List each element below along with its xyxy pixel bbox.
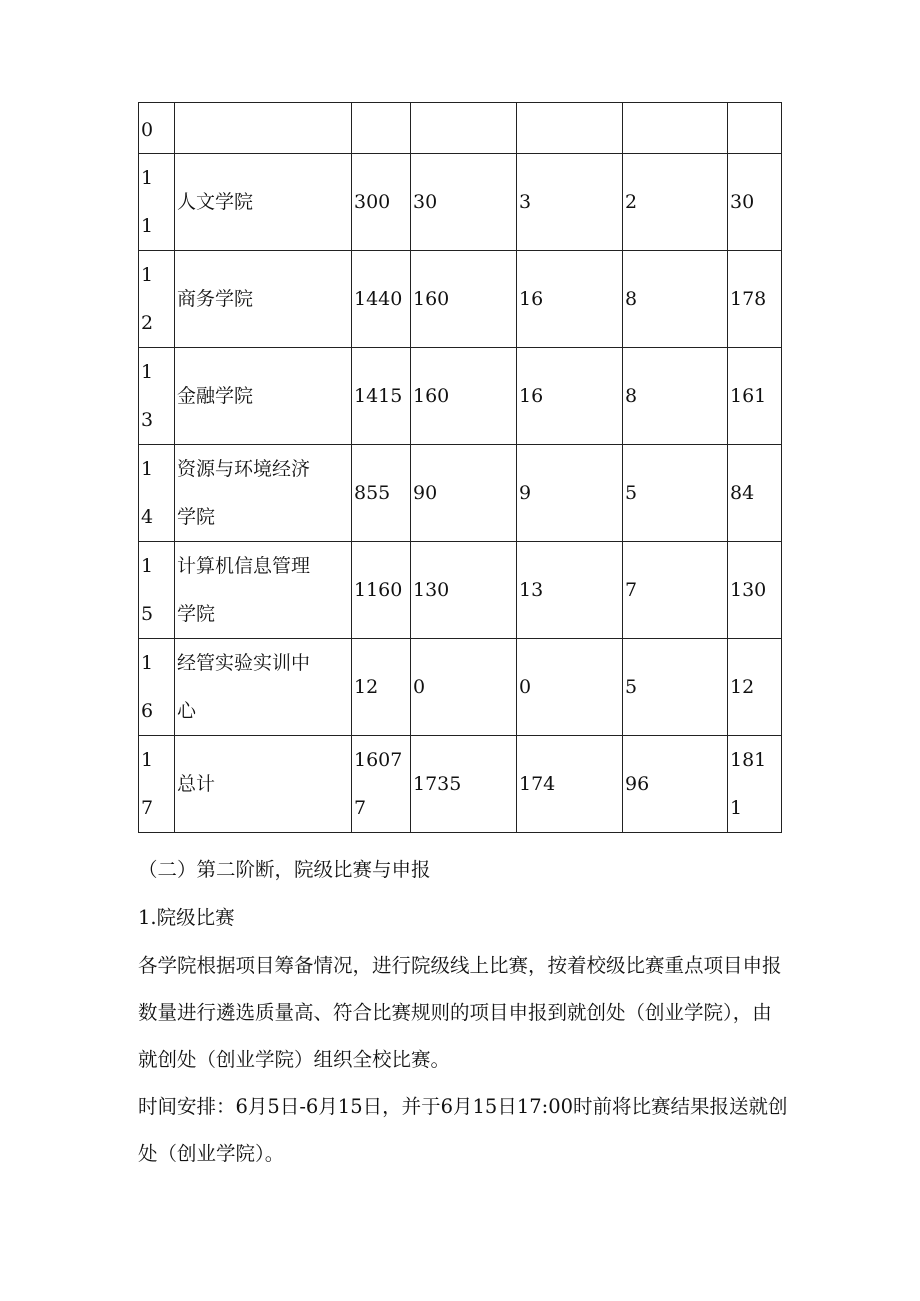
value-cell: 12 xyxy=(352,639,411,736)
paragraph-1: 各学院根据项目筹备情况，进行院级线上比赛，按着校级比赛重点项目申报数量进行遴选质量高、符合比赛规则的项目申报到就创处（创业学院），由就创处（创业学院）组织全校比赛。 xyxy=(138,954,782,1071)
row-index-cell: 1 2 xyxy=(139,251,175,348)
value-cell: 8 xyxy=(623,348,728,445)
value-cell: 3 xyxy=(517,154,623,251)
value-cell: 178 xyxy=(728,251,782,348)
value-cell: 1607 7 xyxy=(352,736,411,833)
value-cell: 1415 xyxy=(352,348,411,445)
table-row xyxy=(139,736,782,833)
value-cell: 96 xyxy=(623,736,728,833)
value-cell: 1440 xyxy=(352,251,411,348)
table-row xyxy=(139,103,782,154)
college-name-cell: 人文学院 xyxy=(175,154,352,251)
value-cell: 90 xyxy=(411,445,517,542)
table-row xyxy=(139,445,782,542)
value-cell: 855 xyxy=(352,445,411,542)
college-name-cell: 经管实验实训中 心 xyxy=(175,639,352,736)
row-index-cell: 1 1 xyxy=(139,154,175,251)
value-cell: 5 xyxy=(623,639,728,736)
table-row xyxy=(139,154,782,251)
value-cell: 2 xyxy=(623,154,728,251)
college-name-cell: 总计 xyxy=(175,736,352,833)
row-index-cell: 0 xyxy=(139,103,175,154)
value-cell: 7 xyxy=(623,542,728,639)
college-stats-table xyxy=(138,102,782,833)
section-heading: （二）第二阶断，院级比赛与申报 xyxy=(138,858,431,881)
value-cell: 9 xyxy=(517,445,623,542)
paragraph-2: 时间安排：6月5日-6月15日，并于6月15日17:00时前将比赛结果报送就创处（创业学院）。 xyxy=(138,1095,788,1165)
subheading: 1.院级比赛 xyxy=(138,906,235,929)
value-cell: 174 xyxy=(517,736,623,833)
value-cell: 13 xyxy=(517,542,623,639)
row-index-cell: 1 7 xyxy=(139,736,175,833)
table-row xyxy=(139,251,782,348)
row-index-cell: 1 5 xyxy=(139,542,175,639)
row-index-cell: 1 6 xyxy=(139,639,175,736)
value-cell: 1160 xyxy=(352,542,411,639)
row-index-cell: 1 3 xyxy=(139,348,175,445)
table-row xyxy=(139,542,782,639)
value-cell: 16 xyxy=(517,251,623,348)
value-cell: 0 xyxy=(411,639,517,736)
value-cell: 8 xyxy=(623,251,728,348)
value-cell: 161 xyxy=(728,348,782,445)
value-cell: 160 xyxy=(411,348,517,445)
table-row xyxy=(139,639,782,736)
value-cell: 160 xyxy=(411,251,517,348)
college-name-cell: 资源与环境经济 学院 xyxy=(175,445,352,542)
college-name-cell: 计算机信息管理 学院 xyxy=(175,542,352,639)
value-cell: 1735 xyxy=(411,736,517,833)
value-cell: 181 1 xyxy=(728,736,782,833)
value-cell: 30 xyxy=(728,154,782,251)
value-cell: 130 xyxy=(411,542,517,639)
table-row xyxy=(139,348,782,445)
college-name-cell: 商务学院 xyxy=(175,251,352,348)
value-cell: 16 xyxy=(517,348,623,445)
value-cell: 0 xyxy=(517,639,623,736)
value-cell: 300 xyxy=(352,154,411,251)
value-cell: 30 xyxy=(411,154,517,251)
college-name-cell: 金融学院 xyxy=(175,348,352,445)
value-cell: 12 xyxy=(728,639,782,736)
value-cell: 5 xyxy=(623,445,728,542)
row-index-cell: 1 4 xyxy=(139,445,175,542)
value-cell: 84 xyxy=(728,445,782,542)
value-cell: 130 xyxy=(728,542,782,639)
